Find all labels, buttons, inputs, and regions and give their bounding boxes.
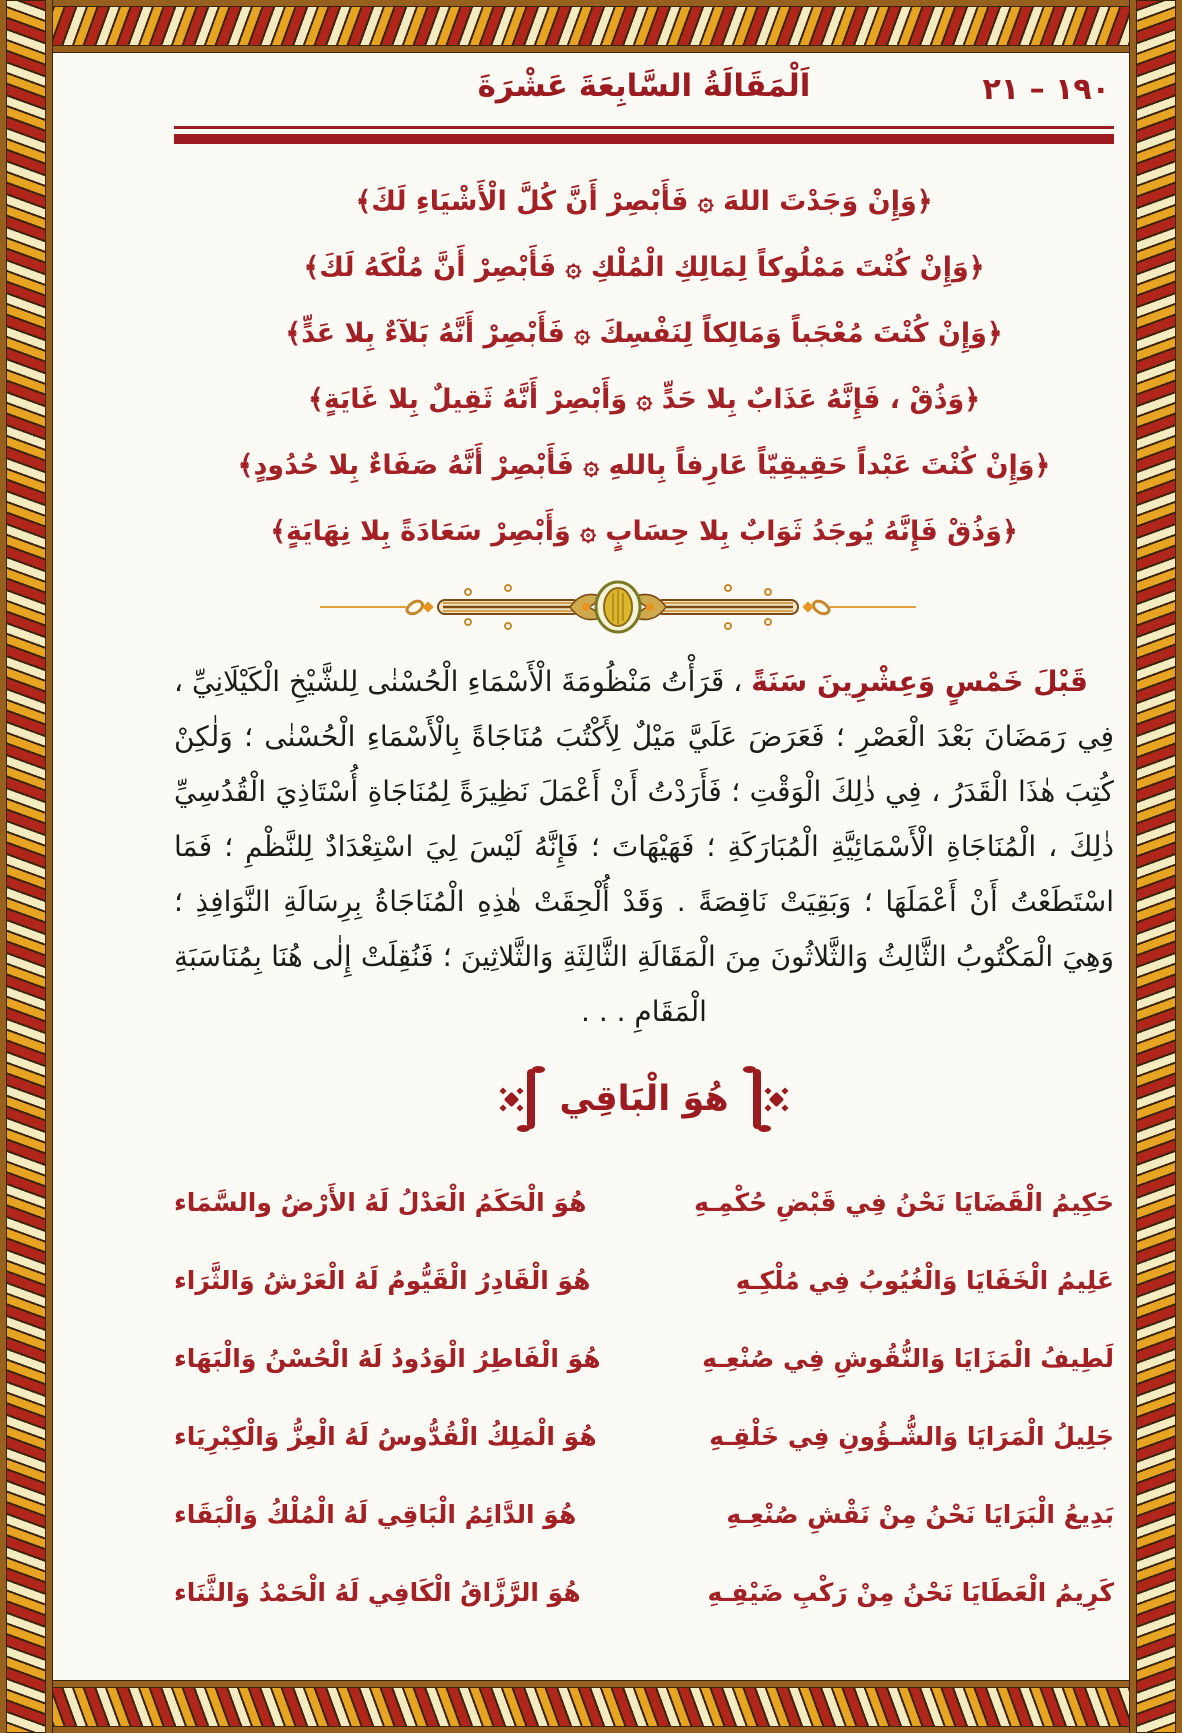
aphorism-text: ﴿وَإِنْ كُنْتَ عَبْداً حَقِيقِيّاً عَارِفاً بِاللهِ ۞ فَأَبْصِرْ أَنَّهُ صَفَاءٌ بِلا حُدُودٍ﴾: [237, 449, 1051, 481]
poem-second-hemistich: هُوَ الْفَاطِرُ الْوَدُودُ لَهُ الْحُسْنُ وَالْبَهَاء: [174, 1343, 601, 1373]
poem-second-hemistich: هُوَ الْحَكَمُ الْعَدْلُ لَهُ الأَرْضُ والسَّمَاء: [174, 1187, 587, 1217]
page-content: [40, 40, 1142, 1693]
poem-row: [174, 1553, 1114, 1631]
aphorism-text: ﴿وَإِنْ كُنْتَ مُعْجَباً وَمَالِكاً لِنَفْسِكَ ۞ فَأَبْصِرْ أَنَّهُ بَلآءٌ بِلا عَدٍّ﴾: [285, 317, 1003, 349]
header-rule: [174, 126, 1114, 144]
aphorism-row: [174, 498, 1114, 564]
aphorism-row: [174, 168, 1114, 234]
poem-first-hemistich: لَطِيفُ الْمَزَايَا وَالنُّقُوشِ فِي صُنْعِـهِ: [702, 1343, 1114, 1373]
poem-second-hemistich: هُوَ الرَّزَّاقُ الْكَافِي لَهُ الْحَمْدُ وَالثَّنَاء: [174, 1577, 581, 1607]
poem-second-hemistich: هُوَ الْقَادِرُ الْقَيُّومُ لَهُ الْعَرْشُ وَالثَّرَاء: [174, 1265, 591, 1295]
ornamental-divider: [148, 580, 1088, 640]
divider-ornament-icon: [318, 580, 918, 636]
aphorism-row: [174, 300, 1114, 366]
aphorism-row: [174, 366, 1114, 432]
heading-ornament-right: [753, 1069, 782, 1129]
border-chain-bottom: [0, 1681, 1182, 1733]
flower-cross-icon: [768, 1091, 784, 1107]
poem-first-hemistich: حَكِيمُ الْقَضَايَا نَحْنُ فِي قَبْضِ حُكْمِـهِ: [694, 1187, 1114, 1217]
heading-ornament-left: [506, 1069, 535, 1129]
poem-first-hemistich: عَلِيمُ الْخَفَايَا وَالْغُيُوبُ فِي مُلْكِـهِ: [735, 1265, 1114, 1295]
poem-first-hemistich: جَلِيلُ الْمَرَايَا وَالشُّـؤُونِ فِي خَلْقِـهِ: [709, 1421, 1114, 1451]
paragraph-lead: قَبْلَ خَمْسٍ وَعِشْرِينَ سَنَةً: [751, 665, 1088, 698]
poem-first-hemistich: كَرِيمُ الْعَطَايَا نَحْنُ مِنْ رَكْبِ ضَيْفِـهِ: [707, 1577, 1114, 1607]
border-chain-right: [1130, 0, 1182, 1733]
poem-second-hemistich: هُوَ الدَّائِمُ الْبَاقِي لَهُ الْمُلْكُ وَالْبَقَاء: [174, 1499, 577, 1529]
border-chain-left: [0, 0, 52, 1733]
section-heading-row: [174, 1069, 1114, 1129]
poem-row: [174, 1397, 1114, 1475]
poem-line: [174, 1422, 1114, 1451]
poem: [174, 1163, 1114, 1631]
poem-second-hemistich: هُوَ الْمَلِكُ الْقُدُّوسُ لَهُ الْعِزُّ وَالْكِبْرِيَاء: [174, 1421, 597, 1451]
aphorism-row: [174, 234, 1114, 300]
poem-row: [174, 1475, 1114, 1553]
page-number: ١٩٠ – ٢١: [982, 72, 1110, 107]
paragraph-body: ، قَرَأْتُ مَنْظُومَةَ الْأَسْمَاءِ الْحُسْنٰى لِلشَّيْخِ الْكَيْلَانِيِّ ، فِي رَمَضَانَ بَعْدَ الْعَصْرِ ؛ فَعَرَضَ عَلَيَّ مَيْلٌ لِأَكْتُبَ مُنَاجَاةً بِالْأَسْمَاءِ الْحُسْنٰى ؛ وَلٰكِنْ كُتِبَ هٰذَا الْقَدَرُ ، فِي ذٰلِكَ الْوَقْتِ ؛ فَأَرَدْتُ أَنْ أَعْمَلَ نَظِيرَةً لِمُنَاجَاةِ أُسْتَاذِيَ الْقُدُسِيِّ ذٰلِكَ ، الْمُنَاجَاةِ الْأَسْمَائِيَّةِ الْمُبَارَكَةِ ؛ فَهَيْهَاتَ ؛ فَإِنَّهُ لَيْسَ لِيَ اسْتِعْدَادٌ لِلنَّظْمِ ؛ فَمَا اسْتَطَعْتُ أَنْ أَعْمَلَهَا ؛ وَبَقِيَتْ نَاقِصَةً . وَقَدْ أُلْحِقَتْ هٰذِهِ الْمُنَاجَاةُ بِرِسَالَةِ النَّوَافِذِ ؛ وَهِيَ الْمَكْتُوبُ الثَّالِثُ وَالثَّلاثُونَ مِنَ الْمَقَالَةِ الثَّالِثَةِ وَالثَّلاثِينَ ؛ فَنُقِلَتْ إِلٰى هُنَا بِمُنَاسَبَةِ الْمَقَامِ . . .: [174, 665, 1114, 1028]
aphorism-text: ﴿وَذُقْ فَإِنَّهُ يُوجَدُ ثَوَابٌ بِلا حِسَابٍ ۞ وَأَبْصِرْ سَعَادَةً بِلا نِهَايَةٍ﴾: [270, 515, 1018, 547]
bracket-bar-icon: [527, 1069, 535, 1129]
page-header: [174, 56, 1114, 122]
flower-cross-icon: [504, 1091, 520, 1107]
intro-paragraph: [174, 654, 1114, 1039]
aphorism-row: [174, 432, 1114, 498]
poem-row: [174, 1163, 1114, 1241]
poem-line: [174, 1500, 1114, 1529]
poem-line: [174, 1578, 1114, 1607]
poem-first-hemistich: بَدِيعُ الْبَرَايَا نَحْنُ مِنْ نَقْشِ صُنْعِـهِ: [726, 1499, 1114, 1529]
section-heading: هُوَ الْبَاقِي: [559, 1079, 729, 1119]
aphorism-list: [174, 168, 1114, 564]
bracket-bar-icon: [753, 1069, 761, 1129]
poem-row: [174, 1241, 1114, 1319]
aphorism-text: ﴿وَإِنْ وَجَدْتَ اللهَ ۞ فَأَبْصِرْ أَنَّ كُلَّ الْأَشْيَاءِ لَكَ﴾: [355, 185, 933, 217]
poem-line: [174, 1188, 1114, 1217]
poem-row: [174, 1319, 1114, 1397]
poem-line: [174, 1344, 1114, 1373]
poem-line: [174, 1266, 1114, 1295]
aphorism-text: ﴿وَذُقْ ، فَإِنَّهُ عَذَابٌ بِلا حَدٍّ ۞ وَأَبْصِرْ أَنَّهُ ثَقِيلٌ بِلا غَايَةٍ﴾: [307, 383, 981, 415]
article-title: اَلْمَقَالَةُ السَّابِعَةَ عَشْرَةَ: [477, 68, 811, 104]
border-chain-top: [0, 0, 1182, 52]
aphorism-text: ﴿وَإِنْ كُنْتَ مَمْلُوكاً لِمَالِكِ الْمُلْكِ ۞ فَأَبْصِرْ أَنَّ مُلْكَهُ لَكَ﴾: [303, 251, 985, 283]
main-column: [174, 56, 1114, 1631]
